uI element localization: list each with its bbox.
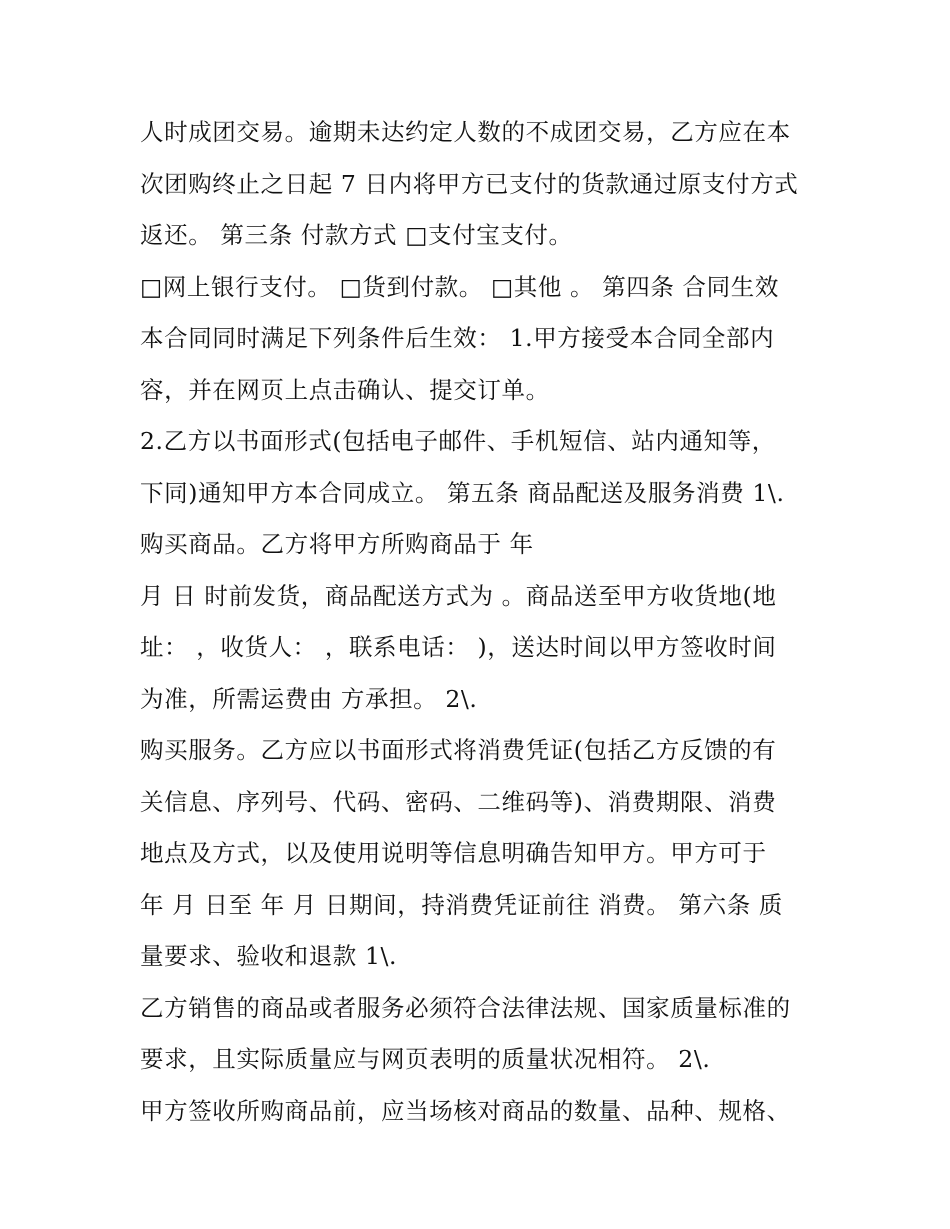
text-line: 月 日 时前发货，商品配送方式为 。商品送至甲方收货地(地: [140, 581, 777, 610]
text-line: 关信息、序列号、代码、密码、二维码等)、消费期限、消费: [140, 787, 777, 816]
contract-text: [140, 107, 830, 1137]
text-line: 购买商品。乙方将甲方所购商品于 年: [140, 530, 534, 558]
text-line: 容，并在网页上点击确认、提交订单。: [140, 375, 550, 404]
text-line: 量要求、验收和退款 1\.: [140, 942, 398, 970]
text-line: 址： ，收货人： ，联系电话： )，送达时间以甲方签收时间: [140, 633, 777, 661]
text-line: 返还。 第三条 付款方式 □支付宝支付。: [140, 221, 573, 249]
text-line: 下同)通知甲方本合同成立。 第五条 商品配送及服务消费 1\.: [140, 478, 785, 507]
text-line: 要求，且实际质量应与网页表明的质量状况相符。 2\.: [140, 1045, 711, 1073]
text-line: 地点及方式，以及使用说明等信息明确告知甲方。甲方可于: [140, 839, 767, 867]
text-line: 购买服务。乙方应以书面形式将消费凭证(包括乙方反馈的有: [140, 736, 777, 764]
text-line: 年 月 日至 年 月 日期间，持消费凭证前往 消费。 第六条 质: [140, 890, 783, 919]
text-line: 甲方签收所购商品前，应当场核对商品的数量、品种、规格、: [140, 1096, 791, 1125]
text-line: 本合同同时满足下列条件后生效： 1.甲方接受本合同全部内: [140, 324, 775, 352]
text-line: 人时成团交易。逾期未达约定人数的不成团交易，乙方应在本: [140, 118, 791, 146]
text-line: 次团购终止之日起 7 日内将甲方已支付的货款通过原支付方式: [140, 169, 799, 198]
text-line: □网上银行支付。 □货到付款。 □其他 。 第四条 合同生效: [140, 272, 779, 301]
text-line: 为准，所需运费由 方承担。 2\.: [140, 684, 478, 713]
text-line: 乙方销售的商品或者服务必须符合法律法规、国家质量标准的: [140, 993, 791, 1022]
text-line: 2.乙方以书面形式(包括电子邮件、手机短信、站内通知等，: [140, 427, 776, 455]
